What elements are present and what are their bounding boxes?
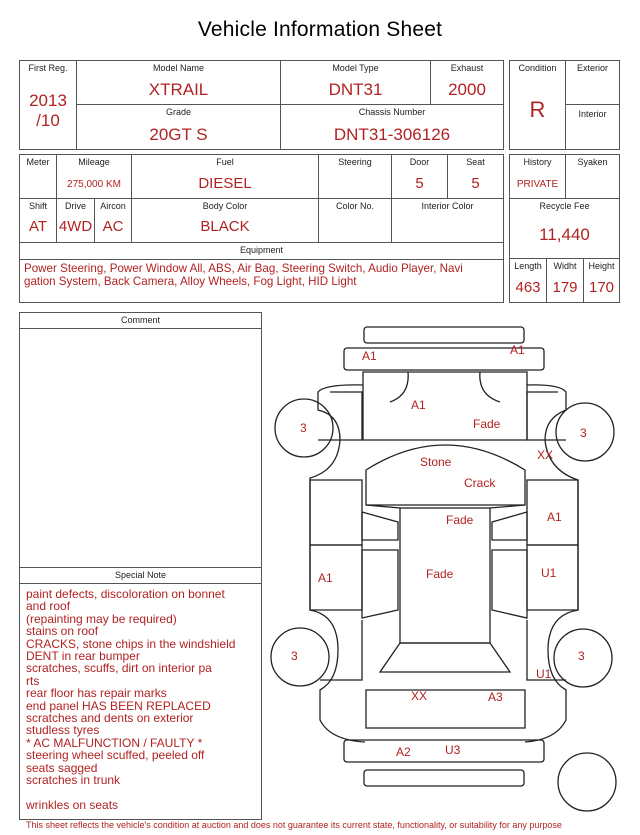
- equipment-cell: [19, 242, 504, 303]
- rear-window-shape: [380, 643, 510, 672]
- mark-roof-front: Fade: [446, 513, 474, 527]
- mark-front-right-fender: XX: [537, 448, 554, 462]
- seat-label: Seat: [466, 157, 485, 167]
- condition-value: R: [529, 97, 546, 122]
- mark-windshield-crack: Crack: [464, 476, 496, 490]
- steering-label: Steering: [338, 157, 372, 167]
- mark-bonnet: Fade: [473, 417, 501, 431]
- meter-cell: [19, 154, 57, 199]
- grade-cell: [76, 104, 281, 150]
- seat-cell: [447, 154, 504, 199]
- comment-header: [20, 313, 261, 329]
- left-front-door-shape: [310, 480, 362, 545]
- length-label: Length: [514, 261, 542, 271]
- mark-tyre-rear-left: 3: [291, 649, 298, 663]
- car-damage-diagram: [270, 320, 630, 815]
- door-value: 5: [415, 175, 424, 192]
- model-name-cell: [76, 60, 281, 105]
- equipment-label: Equipment: [239, 245, 284, 255]
- exterior-cell: [565, 60, 620, 105]
- fuel-value: DIESEL: [198, 175, 252, 192]
- mark-rear-bumper-left: A2: [396, 745, 411, 759]
- shift-cell: [19, 198, 57, 243]
- rear-bumper-bottom-shape: [364, 770, 524, 786]
- interior-cell: [565, 104, 620, 150]
- history-cell: [509, 154, 566, 199]
- rear-bumper-shape: [344, 740, 544, 762]
- special-note-line: scratches, scuffs, dirt on interior pa: [26, 661, 212, 676]
- mark-front-bumper-right: A1: [510, 343, 525, 357]
- mark-tyre-rear-right: 3: [578, 649, 585, 663]
- drive-label: Drive: [64, 201, 86, 211]
- mark-windshield-stone: Stone: [420, 455, 452, 469]
- special-note-line: studless tyres: [26, 723, 100, 738]
- width-cell: [546, 258, 584, 303]
- first-reg-cell: [19, 60, 77, 150]
- mark-right-rear-fender: U1: [536, 667, 552, 681]
- special-note-line: seats sagged: [26, 760, 98, 775]
- special-note-line: scratches in trunk: [26, 773, 121, 788]
- model-name-label: Model Name: [152, 63, 205, 73]
- special-note-line: scratches and dents on exterior: [26, 711, 194, 726]
- equipment-divider: [20, 259, 503, 261]
- condition-label: Condition: [518, 63, 557, 73]
- aircon-value: AC: [102, 218, 124, 235]
- height-cell: [583, 258, 620, 303]
- exhaust-cell: [430, 60, 504, 105]
- history-label: History: [523, 157, 552, 167]
- front-bumper-top-shape: [364, 327, 524, 343]
- body-color-value: BLACK: [200, 218, 250, 235]
- syaken-label: Syaken: [577, 157, 608, 167]
- syaken-cell: [565, 154, 620, 199]
- width-value: 179: [552, 279, 578, 296]
- exhaust-label: Exhaust: [450, 63, 484, 73]
- model-type-cell: [280, 60, 431, 105]
- first-reg-label: First Reg.: [28, 63, 68, 73]
- history-value: PRIVATE: [516, 179, 559, 190]
- mark-right-front-door: A1: [547, 510, 562, 524]
- special-notes-list: [26, 588, 235, 811]
- mark-tyre-front-right: 3: [580, 426, 587, 440]
- exterior-label: Exterior: [576, 63, 608, 73]
- height-value: 170: [588, 279, 615, 296]
- body-right-outline: [525, 385, 578, 742]
- windshield-shape: [366, 445, 525, 505]
- headlight-lines: [390, 372, 500, 402]
- grade-value: 20GT S: [149, 125, 208, 144]
- mark-left-front-door: A1: [318, 571, 333, 585]
- comment-panel: [19, 312, 262, 820]
- equipment-line-1: Power Steering, Power Window All, ABS, Air Bag, Steering Switch, Audio Player, Navi: [24, 262, 463, 275]
- mileage-cell: [56, 154, 132, 199]
- mark-bonnet-front: A1: [411, 398, 426, 412]
- special-note-line: and roof: [26, 599, 71, 614]
- recycle-fee-cell: [509, 198, 620, 259]
- special-note-line: paint defects, discoloration on bonnet: [26, 587, 225, 601]
- bonnet-shape: [363, 372, 527, 440]
- mileage-value: 275,000 KM: [67, 179, 121, 190]
- mark-back-door-right: A3: [488, 690, 503, 704]
- meter-label: Meter: [26, 157, 50, 167]
- interior-label: Interior: [578, 109, 607, 119]
- rear-quarter-shape: [320, 620, 566, 680]
- special-note-header: [20, 567, 261, 584]
- special-note-line: rear floor has repair marks: [26, 686, 167, 701]
- special-note-label: Special Note: [114, 570, 167, 580]
- special-note-line: wrinkles on seats: [26, 797, 119, 812]
- page-title: Vehicle Information Sheet: [197, 18, 443, 41]
- first-reg-year: 2013: [29, 91, 67, 110]
- exhaust-value: 2000: [448, 80, 486, 99]
- right-windows-shape: [492, 512, 527, 618]
- drive-cell: [56, 198, 95, 243]
- aircon-label: Aircon: [100, 201, 126, 211]
- body-color-label: Body Color: [202, 201, 248, 211]
- comment-label: Comment: [120, 315, 160, 325]
- chassis-value: DNT31-306126: [333, 125, 451, 144]
- tyre-rear-left-shape: [271, 628, 329, 686]
- special-note-line: (repainting may be required): [26, 611, 177, 626]
- grade-label: Grade: [165, 107, 191, 117]
- door-cell: [391, 154, 448, 199]
- mark-tyre-front-left: 3: [300, 421, 307, 435]
- special-note-line: rts: [26, 673, 40, 688]
- fuel-cell: [131, 154, 319, 199]
- interior-color-label: Interior Color: [421, 201, 474, 211]
- drive-value: 4WD: [58, 218, 93, 235]
- door-label: Door: [409, 157, 430, 167]
- color-no-cell: [318, 198, 392, 243]
- length-cell: [509, 258, 547, 303]
- chassis-label: Chassis Number: [358, 107, 426, 117]
- mark-roof: Fade: [426, 567, 454, 581]
- special-note-line: steering wheel scuffed, peeled off: [26, 748, 205, 763]
- body-left-outline: [310, 385, 365, 742]
- fuel-label: Fuel: [216, 157, 234, 167]
- mileage-label: Mileage: [78, 157, 110, 167]
- interior-color-cell: [391, 198, 504, 243]
- model-name-value: XTRAIL: [148, 80, 209, 99]
- first-reg-month: /10: [36, 111, 60, 130]
- mark-rear-bumper-right: U3: [445, 743, 461, 757]
- footer-disclaimer: This sheet reflects the vehicle's condition at auction and does not guarantee its current state, functionality, or suitability for any purpose: [26, 820, 562, 830]
- shift-value: AT: [28, 218, 48, 235]
- chassis-cell: [280, 104, 504, 150]
- condition-cell: [509, 60, 566, 150]
- height-label: Height: [588, 261, 615, 271]
- model-type-label: Model Type: [332, 63, 379, 73]
- width-label: Widht: [553, 261, 577, 271]
- special-note-line: * AC MALFUNCTION / FAULTY *: [26, 735, 203, 750]
- special-note-line: stains on roof: [26, 624, 99, 639]
- recycle-fee-value: 11,440: [539, 225, 590, 244]
- mark-front-bumper-left: A1: [362, 349, 377, 363]
- color-no-label: Color No.: [335, 201, 374, 211]
- mark-back-door-left: XX: [411, 689, 428, 703]
- length-value: 463: [515, 279, 541, 296]
- body-color-cell: [131, 198, 319, 243]
- steering-cell: [318, 154, 392, 199]
- mark-right-rear-door: U1: [541, 566, 557, 580]
- spare-tyre-shape: [558, 753, 616, 811]
- model-type-value: DNT31: [328, 80, 383, 99]
- special-note-line: DENT in rear bumper: [26, 649, 140, 664]
- aircon-cell: [94, 198, 132, 243]
- shift-label: Shift: [28, 201, 47, 211]
- special-note-line: CRACKS, stone chips in the windshield: [26, 636, 236, 651]
- special-note-line: end panel HAS BEEN REPLACED: [26, 698, 211, 713]
- seat-value: 5: [471, 175, 480, 192]
- recycle-fee-label: Recycle Fee: [539, 201, 590, 211]
- equipment-line-2: gation System, Back Camera, Alloy Wheels, Fog Light, HID Light: [24, 275, 357, 288]
- left-windows-shape: [362, 512, 398, 618]
